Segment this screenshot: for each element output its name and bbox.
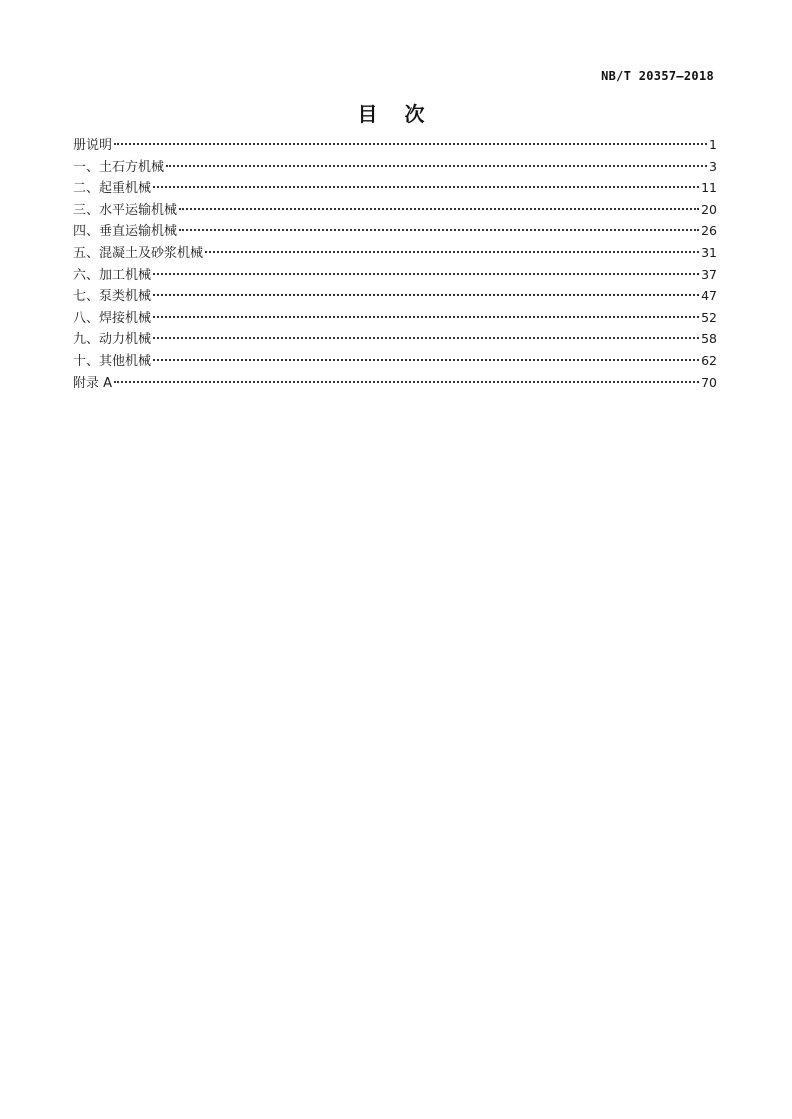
toc-entry-pump-machinery[interactable] (73, 285, 717, 307)
toc-entry-label: 册说明 (73, 138, 113, 153)
toc-entry-label: 五、混凝土及砂浆机械 (73, 245, 204, 261)
dot-leader (179, 208, 699, 210)
toc-entry-vertical-transport[interactable] (73, 220, 717, 242)
toc-entry-instructions[interactable] (73, 134, 717, 156)
toc-entry-page: 20 (701, 201, 717, 217)
dot-leader (153, 337, 699, 339)
dot-leader (153, 294, 699, 296)
dot-leader (179, 229, 699, 231)
table-of-contents (73, 134, 717, 393)
dot-leader (114, 143, 707, 145)
toc-entry-label: 八、焊接机械 (73, 310, 152, 326)
toc-entry-label: 七、泵类机械 (73, 289, 152, 305)
toc-entry-label: 附录 A (73, 375, 113, 391)
dot-leader (205, 251, 699, 253)
toc-entry-label: 九、动力机械 (73, 332, 152, 348)
toc-entry-label: 一、土石方机械 (73, 159, 165, 175)
toc-entry-concrete-mortar[interactable] (73, 242, 717, 264)
toc-entry-lifting-machinery[interactable] (73, 177, 717, 199)
toc-entry-processing-machinery[interactable] (73, 264, 717, 286)
dot-leader (153, 273, 699, 275)
dot-leader (114, 381, 699, 383)
toc-entry-page: 47 (701, 288, 717, 304)
toc-entry-label: 四、垂直运输机械 (73, 224, 178, 240)
toc-entry-page: 31 (701, 244, 717, 260)
dot-leader (153, 316, 699, 318)
toc-title: 目 次 (357, 102, 435, 126)
toc-entry-page: 26 (701, 223, 717, 239)
toc-entry-horizontal-transport[interactable] (73, 199, 717, 221)
toc-entry-page: 70 (701, 374, 717, 390)
document-number: NB/T 20357—2018 (601, 69, 714, 83)
toc-entry-power-machinery[interactable] (73, 328, 717, 350)
toc-entry-label: 六、加工机械 (73, 267, 152, 283)
toc-entry-earthwork-machinery[interactable] (73, 156, 717, 178)
dot-leader (166, 165, 707, 167)
toc-entry-other-machinery[interactable] (73, 350, 717, 372)
toc-entry-page: 11 (701, 180, 717, 196)
toc-entry-page: 1 (709, 137, 717, 152)
dot-leader (153, 359, 699, 361)
toc-entry-page: 37 (701, 266, 717, 282)
toc-entry-page: 3 (709, 158, 717, 174)
toc-entry-label: 二、起重机械 (73, 181, 152, 197)
toc-entry-welding-machinery[interactable] (73, 307, 717, 329)
toc-entry-label: 三、水平运输机械 (73, 202, 178, 218)
toc-entry-label: 十、其他机械 (73, 353, 152, 369)
toc-entry-appendix-a[interactable] (73, 372, 717, 394)
toc-entry-page: 62 (701, 352, 717, 368)
toc-entry-page: 52 (701, 309, 717, 325)
toc-entry-page: 58 (701, 331, 717, 347)
dot-leader (153, 186, 699, 188)
